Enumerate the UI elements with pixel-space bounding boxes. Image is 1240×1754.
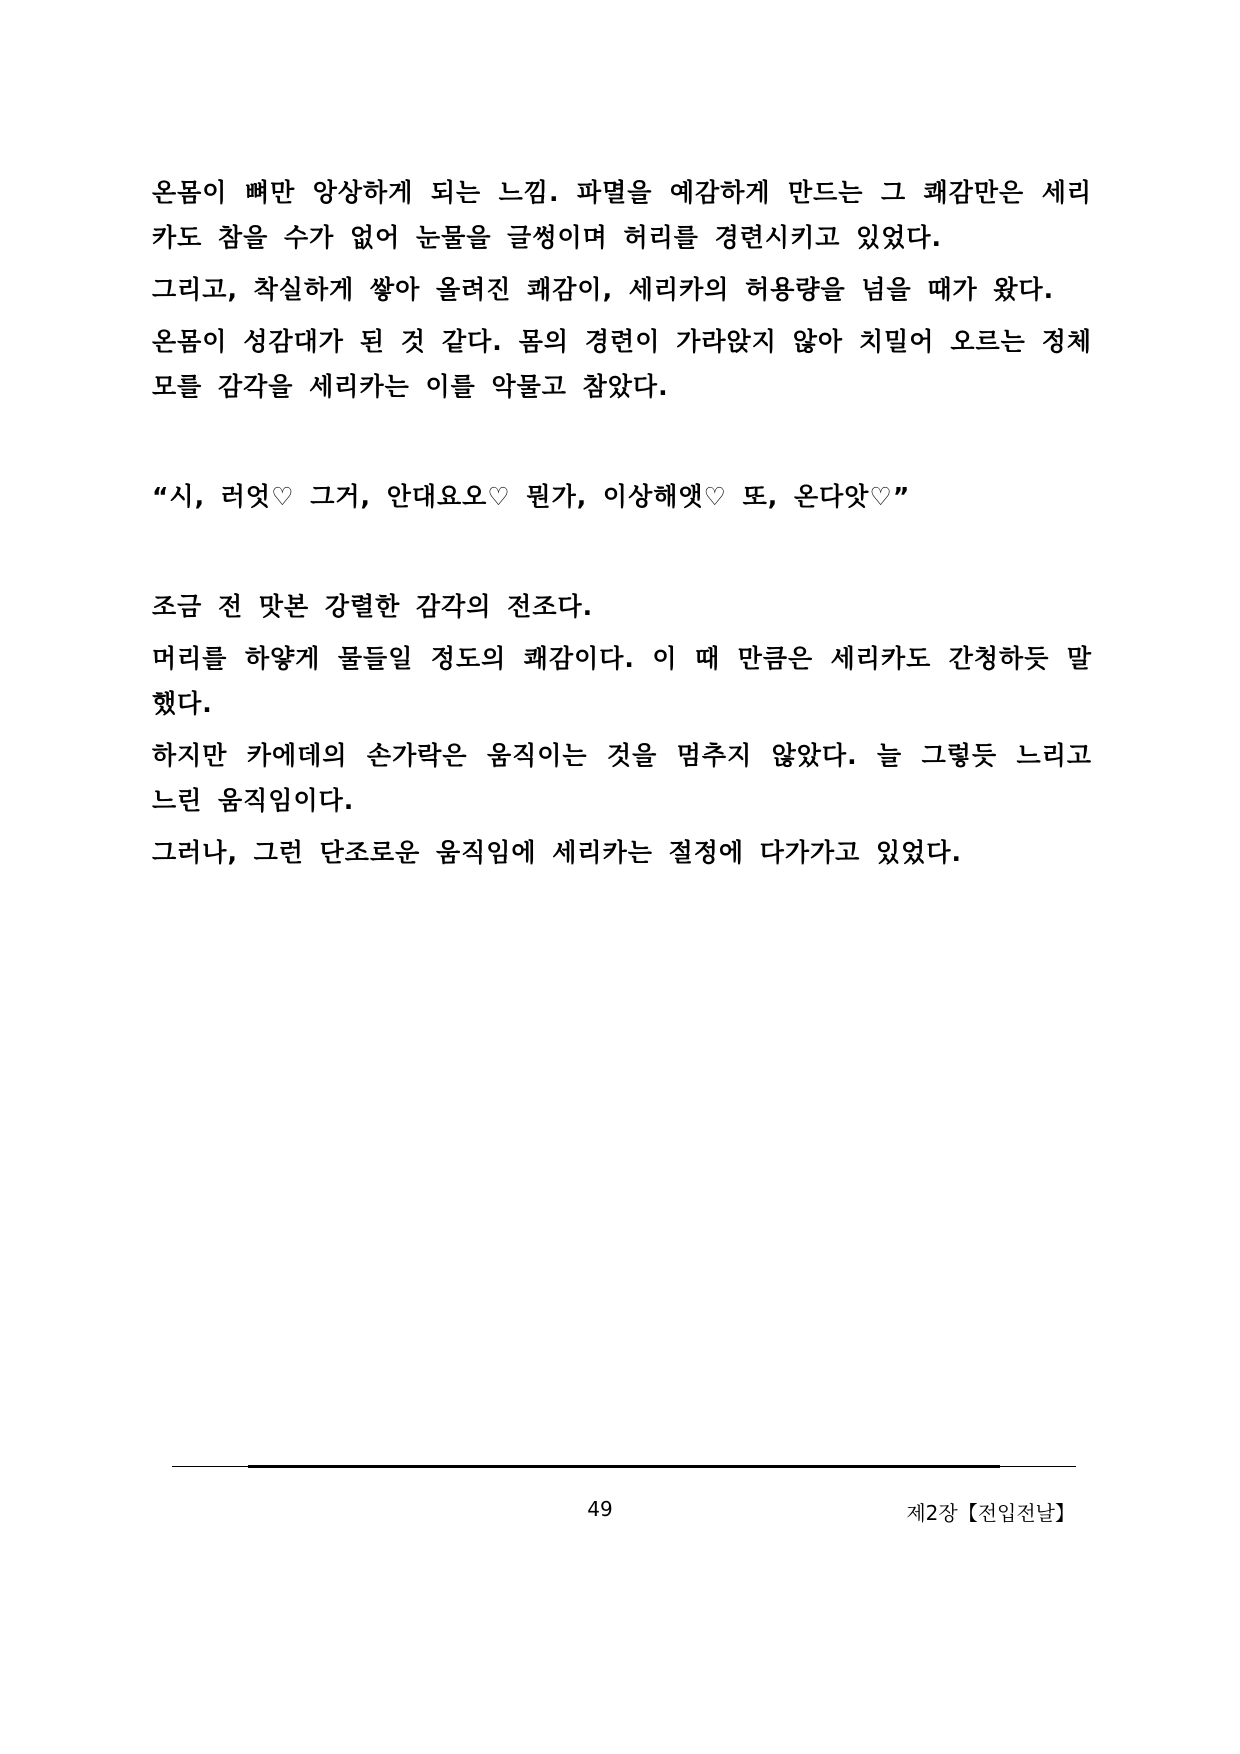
page-number: 49 bbox=[587, 1497, 613, 1521]
paragraph: 머리를 하얗게 물들일 정도의 쾌감이다. 이 때 만큼은 세리카도 간청하듯 말했다. bbox=[152, 644, 1092, 718]
paragraph: 그러나, 그런 단조로운 움직임에 세리카는 절정에 다가가고 있었다. bbox=[152, 838, 962, 867]
paragraph: 조금 전 맛본 강렬한 감각의 전조다. bbox=[152, 592, 594, 621]
paragraph: 온몸이 성감대가 된 것 같다. 몸의 경련이 가라앉지 않아 치밀어 오르는 정체 모를 감각을 세리카는 이를 악물고 참았다. bbox=[152, 327, 1092, 401]
paragraph: 하지만 카에데의 손가락은 움직이는 것을 멈추지 않았다. 늘 그렇듯 느리고 느린 움직임이다. bbox=[152, 741, 1092, 815]
paragraph: 온몸이 뼈만 앙상하게 되는 느낌. 파멸을 예감하게 만드는 그 쾌감만은 세리카도 참을 수가 없어 눈물을 글썽이며 허리를 경련시키고 있었다. bbox=[152, 178, 1092, 252]
paragraph: 그리고, 착실하게 쌓아 올려진 쾌감이, 세리카의 허용량을 넘을 때가 왔다. bbox=[152, 275, 1055, 304]
body-text bbox=[152, 170, 1092, 875]
footer-divider-thick bbox=[248, 1465, 1000, 1468]
dialogue-line: “시, 러엇♡ 그거, 안대요오♡ 뭔가, 이상해앳♡ 또, 온다앗♡” bbox=[152, 482, 911, 511]
chapter-label: 제2장【전입전날】 bbox=[906, 1501, 1075, 1525]
